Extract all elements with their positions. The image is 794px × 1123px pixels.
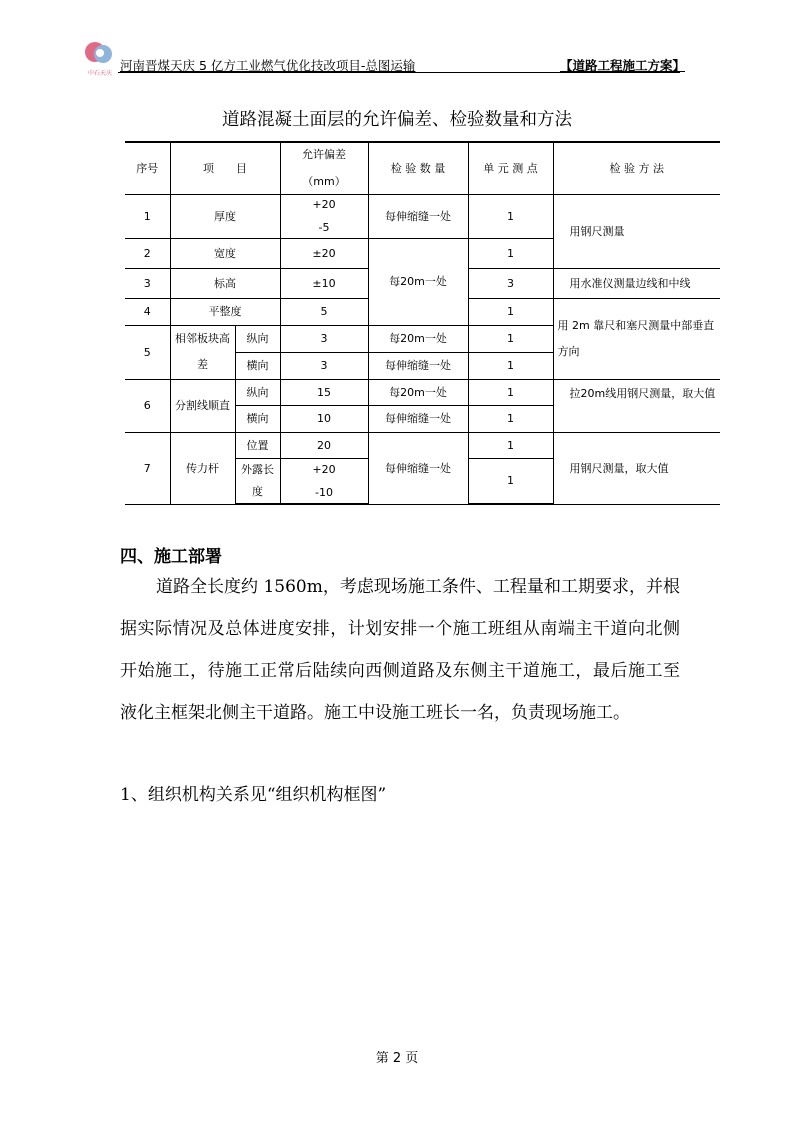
header-cell: 序号	[125, 142, 170, 194]
paragraph-text: 道路全长度约 1560m，考虑现场施工条件、工程量和工期要求，并根据实际情况及总体进度安排，计划安排一个施工班组从南端主干道向北侧开始施工，待施工正常后陆续向西侧道路及东侧主干道施工，最后施工至液化主框架北侧主干道路。施工中设施工班长一名，负责现场施工。	[120, 577, 680, 723]
method-cell: 用钢尺测量	[553, 194, 720, 268]
tolerance-table	[125, 141, 720, 505]
method-cell: 用钢尺测量，取大值	[553, 432, 720, 504]
item-cell: 分割线顺直	[170, 379, 235, 432]
header-cell: 检 验 数 量	[368, 142, 468, 194]
points-cell: 1	[468, 432, 553, 458]
points-cell: 1	[468, 298, 553, 325]
quantity-cell: 每20m一处	[368, 325, 468, 352]
quantity-cell: 每20m一处	[368, 238, 468, 325]
row-number: 1	[125, 194, 170, 238]
table-row	[125, 194, 720, 238]
row-number: 4	[125, 298, 170, 325]
row-number: 3	[125, 268, 170, 298]
points-cell: 1	[468, 458, 553, 504]
item-cell: 传力杆	[170, 432, 235, 504]
header-cell: 单 元 测 点	[468, 142, 553, 194]
deviation-cell: 10	[280, 405, 368, 432]
item-cell: 标高	[170, 268, 280, 298]
page-number: 第 2 页	[375, 1051, 419, 1066]
sub-item-cell: 外露长度	[235, 458, 280, 504]
header-cell: 检 验 方 法	[553, 142, 720, 194]
deviation-cell: +20 -5	[280, 194, 368, 238]
quantity-cell: 每伸缩缝一处	[368, 194, 468, 238]
header-cell: 允许偏差 （mm）	[280, 142, 368, 194]
item-cell: 平整度	[170, 298, 280, 325]
points-cell: 1	[468, 379, 553, 405]
svg-text:中石天庆: 中石天庆	[87, 70, 113, 77]
sub-item-cell: 纵向	[235, 379, 280, 405]
sub-item-cell: 横向	[235, 405, 280, 432]
method-cell: 用水准仪测量边线和中线	[553, 268, 720, 298]
deviation-cell: 5	[280, 298, 368, 325]
points-cell: 1	[468, 352, 553, 379]
sub-item-cell: 位置	[235, 432, 280, 458]
section-paragraph	[120, 566, 680, 734]
quantity-cell: 每伸缩缝一处	[368, 432, 468, 504]
sub-item-heading: 1、组织机构关系见“组织机构框图”	[120, 785, 387, 805]
points-cell: 1	[468, 325, 553, 352]
header-cell: 项 目	[170, 142, 280, 194]
section-heading: 四、施工部署	[120, 547, 222, 567]
header-divider	[118, 72, 680, 73]
sub-item-cell: 横向	[235, 352, 280, 379]
points-cell: 1	[468, 238, 553, 268]
table-row	[125, 379, 720, 405]
item-cell: 厚度	[170, 194, 280, 238]
item-cell: 宽度	[170, 238, 280, 268]
deviation-cell: ±10	[280, 268, 368, 298]
table-title: 道路混凝土面层的允许偏差、检验数量和方法	[222, 110, 572, 130]
points-cell: 3	[468, 268, 553, 298]
points-cell: 1	[468, 405, 553, 432]
table-row	[125, 432, 720, 458]
row-number: 5	[125, 325, 170, 379]
row-number: 2	[125, 238, 170, 268]
sub-item-cell: 纵向	[235, 325, 280, 352]
quantity-cell: 每伸缩缝一处	[368, 405, 468, 432]
row-number: 6	[125, 379, 170, 432]
deviation-cell: 15	[280, 379, 368, 405]
company-logo	[84, 40, 116, 80]
deviation-cell: +20 -10	[280, 458, 368, 504]
method-cell: 用 2m 靠尺和塞尺测量中部垂直方向	[553, 298, 720, 379]
deviation-cell: ±20	[280, 238, 368, 268]
table-header-row	[125, 142, 720, 194]
method-cell: 拉20m线用钢尺测量，取大值	[553, 379, 720, 432]
deviation-cell: 20	[280, 432, 368, 458]
quantity-cell: 每伸缩缝一处	[368, 352, 468, 379]
item-cell: 相邻板块高差	[170, 325, 235, 379]
deviation-cell: 3	[280, 352, 368, 379]
points-cell: 1	[468, 194, 553, 238]
row-number: 7	[125, 432, 170, 504]
header-document-title: 【道路工程施工方案】	[560, 58, 686, 73]
quantity-cell: 每20m一处	[368, 379, 468, 405]
header-project-name: 河南晋煤天庆 5 亿方工业燃气优化技改项目-总图运输	[120, 58, 416, 73]
deviation-cell: 3	[280, 325, 368, 352]
